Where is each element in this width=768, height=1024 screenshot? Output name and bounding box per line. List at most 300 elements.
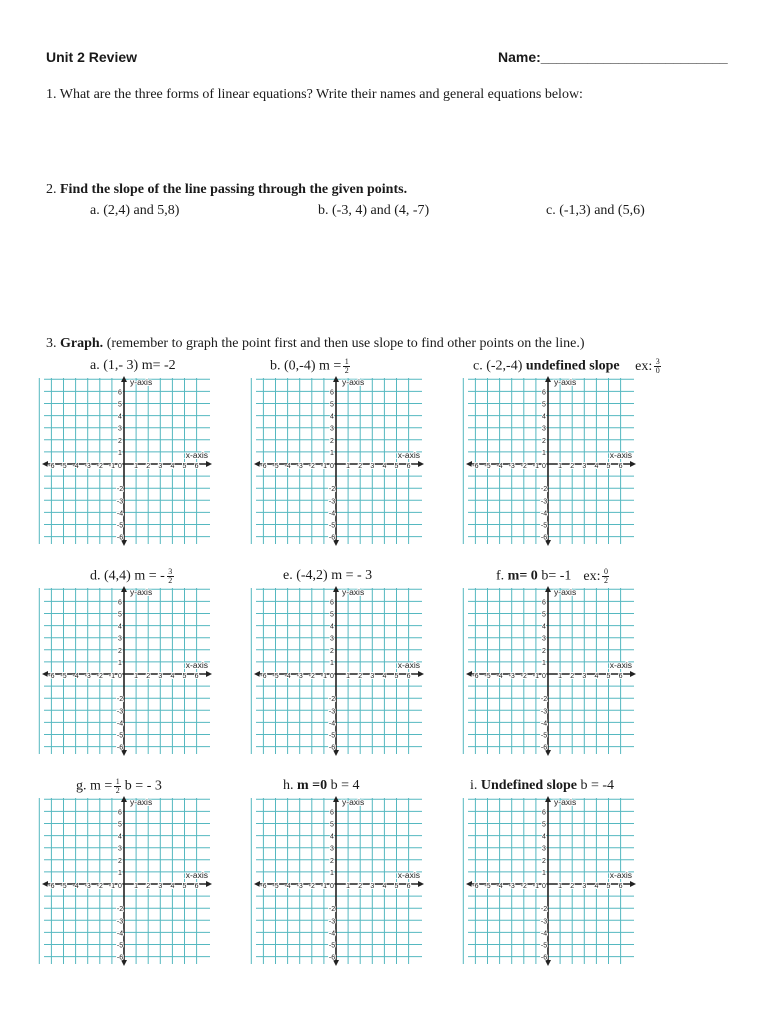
x-axis-arrow-right-icon [418, 461, 424, 467]
x-tick-label: 4 [594, 673, 599, 680]
x-axis-arrow-right-icon [206, 881, 212, 887]
y-axis-label: y-axis [130, 377, 153, 387]
q2-part-b [318, 203, 429, 219]
coordinate-grid[interactable] [466, 796, 636, 966]
x-axis-label: x-axis [185, 660, 208, 670]
item-text: b = -4 [580, 778, 615, 793]
q2-part-a [90, 203, 179, 219]
y-axis-label: y-axis [342, 377, 365, 387]
graph-item-label [270, 358, 350, 375]
x-tick-label: -2 [520, 463, 527, 470]
x-tick-label: -2 [308, 673, 315, 680]
x-axis-arrow-right-icon [418, 671, 424, 677]
y-tick-label: -3 [116, 498, 124, 506]
fraction-denominator: 2 [115, 786, 120, 795]
x-tick-label: -3 [296, 883, 303, 890]
x-tick-label: 6 [194, 883, 199, 890]
x-tick-label: 3 [370, 883, 375, 890]
y-tick-label: -3 [540, 498, 548, 506]
y-tick-label: -4 [116, 930, 124, 938]
y-tick-label: -5 [540, 732, 548, 740]
y-axis-label: y-axis [554, 587, 577, 597]
item-text: b= -1 [541, 568, 572, 584]
y-tick-label: 2 [118, 437, 122, 445]
part-label: b. [318, 203, 329, 218]
y-tick-label: 4 [330, 413, 334, 421]
x-tick-label: 2 [146, 463, 151, 470]
y-tick-label: -3 [540, 918, 548, 926]
y-tick-label: -4 [540, 930, 548, 938]
x-tick-label: -5 [272, 883, 279, 890]
y-tick-label: 5 [542, 821, 546, 829]
y-tick-label: 2 [118, 647, 122, 655]
x-axis-arrow-left-icon [42, 461, 48, 467]
x-tick-label: -6 [48, 883, 55, 890]
x-axis-arrow-left-icon [254, 671, 260, 677]
y-tick-label: 4 [118, 413, 122, 421]
y-tick-label: -5 [116, 522, 124, 530]
item-text: (1,- 3) m= -2 [103, 358, 176, 373]
x-tick-label: 1 [134, 673, 139, 680]
y-tick-label: 1 [330, 869, 334, 877]
fraction-numerator: 3 [168, 567, 173, 576]
question-number: 2. [46, 182, 57, 197]
graph-item-label [283, 568, 372, 584]
y-tick-label: 3 [542, 845, 546, 853]
y-tick-label: -5 [540, 522, 548, 530]
x-tick-label: 4 [170, 883, 175, 890]
y-tick-label: 6 [330, 809, 334, 817]
x-axis-arrow-right-icon [630, 461, 636, 467]
x-tick-label: 1 [346, 673, 351, 680]
x-tick-label: -1 [320, 883, 328, 890]
item-letter: b. [270, 358, 281, 374]
y-tick-label: -6 [328, 954, 336, 962]
x-tick-label: 1 [558, 883, 563, 890]
x-tick-label: -6 [260, 673, 267, 680]
y-tick-label: 1 [330, 659, 334, 667]
fraction-numerator: 0 [603, 567, 608, 576]
x-tick-label: -5 [272, 463, 279, 470]
y-axis-label: y-axis [342, 797, 365, 807]
y-tick-label: 1 [542, 869, 546, 877]
x-tick-label: -3 [84, 673, 91, 680]
example-note [635, 359, 661, 374]
item-text: (-2,-4) [486, 358, 523, 374]
y-tick-label: -6 [540, 954, 548, 962]
x-tick-label: 5 [606, 673, 611, 680]
y-tick-label: 1 [118, 659, 122, 667]
q2-part-c [546, 203, 645, 219]
y-tick-label: -6 [328, 744, 336, 752]
coordinate-grid[interactable] [254, 586, 424, 756]
origin-label: 0 [118, 463, 122, 470]
fraction-denominator: 0 [655, 366, 660, 375]
x-tick-label: 4 [382, 883, 387, 890]
y-tick-label: -6 [116, 954, 124, 962]
coordinate-grid[interactable] [466, 586, 636, 756]
y-tick-label: 5 [330, 401, 334, 409]
x-tick-label: -5 [484, 463, 491, 470]
item-letter: f. [496, 568, 505, 584]
item-emphasis: m= 0 [507, 568, 538, 584]
x-tick-label: -2 [96, 673, 103, 680]
x-tick-label: -3 [296, 673, 303, 680]
coordinate-plane-svg [42, 796, 212, 966]
item-letter: a. [90, 358, 100, 373]
x-tick-label: 6 [618, 673, 623, 680]
coordinate-grid[interactable] [466, 376, 636, 546]
origin-label: 0 [330, 673, 334, 680]
y-tick-label: -5 [328, 942, 336, 950]
x-tick-label: -3 [84, 883, 91, 890]
y-tick-label: 2 [542, 437, 546, 445]
x-tick-label: -1 [532, 673, 540, 680]
origin-label: 0 [330, 463, 334, 470]
coordinate-grid[interactable] [42, 376, 212, 546]
y-tick-label: 6 [542, 599, 546, 607]
y-tick-label: 1 [118, 869, 122, 877]
y-tick-label: -6 [540, 534, 548, 542]
y-tick-label: -5 [540, 942, 548, 950]
y-tick-label: 6 [118, 389, 122, 397]
x-tick-label: -2 [520, 883, 527, 890]
x-axis-arrow-left-icon [42, 881, 48, 887]
example-label: ex: [635, 358, 653, 374]
x-axis-arrow-right-icon [206, 461, 212, 467]
name-field-label: Name:________________________ [498, 49, 728, 65]
coordinate-plane-svg [466, 796, 636, 966]
y-tick-label: 5 [542, 611, 546, 619]
x-tick-label: 4 [594, 463, 599, 470]
x-tick-label: 4 [170, 463, 175, 470]
x-tick-label: -4 [72, 463, 79, 470]
x-tick-label: -1 [320, 463, 328, 470]
y-tick-label: -5 [116, 732, 124, 740]
example-note [583, 569, 609, 584]
item-letter: h. [283, 778, 294, 793]
x-tick-label: -3 [508, 673, 515, 680]
x-tick-label: 1 [558, 463, 563, 470]
part-label: a. [90, 203, 100, 218]
coordinate-grid[interactable] [254, 376, 424, 546]
x-tick-label: 3 [158, 673, 163, 680]
x-tick-label: 3 [582, 883, 587, 890]
item-letter: i. [470, 778, 478, 793]
item-text: m = [90, 778, 113, 794]
y-tick-label: -6 [116, 744, 124, 752]
fraction-denominator: 2 [344, 366, 349, 375]
slope-fraction [167, 568, 174, 585]
y-tick-label: 1 [542, 449, 546, 457]
y-tick-label: 2 [330, 437, 334, 445]
y-tick-label: 4 [330, 833, 334, 841]
x-tick-label: 5 [606, 463, 611, 470]
y-tick-label: 4 [542, 623, 546, 631]
y-tick-label: 2 [118, 857, 122, 865]
x-tick-label: 5 [182, 463, 187, 470]
question-text: What are the three forms of linear equations? Write their names and general equations below: [59, 87, 583, 102]
y-tick-label: 2 [330, 647, 334, 655]
x-tick-label: 1 [346, 463, 351, 470]
x-axis-arrow-right-icon [630, 671, 636, 677]
fraction-denominator: 2 [603, 576, 608, 585]
y-tick-label: -4 [328, 720, 336, 728]
x-tick-label: 3 [582, 463, 587, 470]
y-axis-label: y-axis [554, 377, 577, 387]
x-axis-label: x-axis [397, 660, 420, 670]
x-tick-label: -6 [260, 463, 267, 470]
y-tick-label: 5 [330, 611, 334, 619]
x-tick-label: 4 [382, 463, 387, 470]
slope-fraction [114, 778, 121, 795]
coordinate-grid[interactable] [42, 586, 212, 756]
x-tick-label: 1 [558, 673, 563, 680]
item-emphasis: undefined slope [525, 358, 620, 374]
part-label: c. [546, 203, 556, 218]
item-emphasis: Undefined slope [480, 778, 577, 793]
y-tick-label: -4 [116, 720, 124, 728]
x-tick-label: -1 [108, 463, 116, 470]
y-tick-label: -3 [116, 708, 124, 716]
x-tick-label: 2 [146, 883, 151, 890]
y-tick-label: -3 [540, 708, 548, 716]
y-tick-label: 6 [542, 389, 546, 397]
page-title: Unit 2 Review [46, 49, 138, 65]
graph-item-label [90, 568, 174, 585]
example-fraction [602, 568, 609, 585]
x-axis-label: x-axis [185, 450, 208, 460]
x-tick-label: 2 [570, 883, 575, 890]
y-tick-label: -6 [116, 534, 124, 542]
item-text: b = - 3 [124, 778, 162, 794]
origin-label: 0 [118, 673, 122, 680]
y-tick-label: 4 [330, 623, 334, 631]
graph-item-label [90, 358, 176, 374]
x-tick-label: -3 [84, 463, 91, 470]
x-axis-label: x-axis [185, 870, 208, 880]
fraction-numerator: 3 [655, 357, 660, 366]
y-tick-label: -3 [328, 708, 336, 716]
y-tick-label: -2 [328, 696, 336, 704]
x-tick-label: 6 [194, 673, 199, 680]
x-axis-arrow-right-icon [206, 671, 212, 677]
x-tick-label: 1 [134, 463, 139, 470]
y-tick-label: -2 [540, 906, 548, 914]
y-tick-label: 2 [542, 647, 546, 655]
x-tick-label: 3 [370, 673, 375, 680]
x-tick-label: 1 [346, 883, 351, 890]
y-tick-label: -2 [540, 486, 548, 494]
x-tick-label: -6 [260, 883, 267, 890]
y-tick-label: 3 [330, 635, 334, 643]
question-text: Find the slope of the line passing through the given points. [60, 182, 408, 197]
item-letter: g. [76, 778, 87, 794]
y-tick-label: -2 [116, 906, 124, 914]
origin-label: 0 [542, 463, 546, 470]
x-tick-label: -6 [48, 673, 55, 680]
x-axis-label: x-axis [609, 450, 632, 460]
graph-item-label [283, 778, 360, 794]
x-tick-label: -3 [508, 883, 515, 890]
y-tick-label: 3 [118, 635, 122, 643]
x-tick-label: -5 [484, 883, 491, 890]
x-axis-label: x-axis [609, 870, 632, 880]
y-tick-label: -2 [328, 906, 336, 914]
x-axis-label: x-axis [609, 660, 632, 670]
item-text: (0,-4) m = [284, 358, 342, 374]
x-axis-label: x-axis [397, 450, 420, 460]
x-tick-label: -6 [472, 463, 479, 470]
x-axis-arrow-right-icon [418, 881, 424, 887]
y-tick-label: 1 [330, 449, 334, 457]
coordinate-plane-svg [466, 376, 636, 546]
question-instruction: (remember to graph the point first and then use slope to find other points on the line.) [106, 336, 585, 351]
y-axis-label: y-axis [554, 797, 577, 807]
x-tick-label: -1 [320, 673, 328, 680]
y-tick-label: 5 [542, 401, 546, 409]
y-tick-label: 3 [330, 425, 334, 433]
x-tick-label: -5 [60, 673, 67, 680]
x-tick-label: 3 [370, 463, 375, 470]
x-tick-label: -1 [108, 883, 116, 890]
y-tick-label: -6 [540, 744, 548, 752]
y-tick-label: 4 [118, 623, 122, 631]
coordinate-plane-svg [42, 376, 212, 546]
x-tick-label: 6 [406, 883, 411, 890]
x-axis-label: x-axis [397, 870, 420, 880]
part-text: (-3, 4) and (4, -7) [332, 203, 430, 218]
x-tick-label: 3 [582, 673, 587, 680]
y-tick-label: -2 [328, 486, 336, 494]
y-tick-label: 6 [542, 809, 546, 817]
x-tick-label: 2 [570, 673, 575, 680]
y-tick-label: 4 [542, 413, 546, 421]
item-letter: d. [90, 568, 101, 584]
graph-item-label [76, 778, 162, 795]
item-text: (-4,2) m = - 3 [296, 568, 373, 583]
x-tick-label: 5 [394, 463, 399, 470]
coordinate-plane-svg [466, 586, 636, 756]
y-tick-label: -4 [116, 510, 124, 518]
x-tick-label: -4 [284, 673, 291, 680]
x-tick-label: -6 [472, 673, 479, 680]
x-tick-label: 2 [358, 883, 363, 890]
y-tick-label: 3 [118, 425, 122, 433]
x-tick-label: 3 [158, 883, 163, 890]
fraction-denominator: 2 [168, 576, 173, 585]
x-axis-arrow-left-icon [254, 881, 260, 887]
x-tick-label: 2 [358, 463, 363, 470]
question-number: 3. [46, 336, 57, 351]
x-tick-label: 3 [158, 463, 163, 470]
y-tick-label: 6 [118, 599, 122, 607]
y-tick-label: -3 [328, 918, 336, 926]
coordinate-plane-svg [42, 586, 212, 756]
y-tick-label: -5 [116, 942, 124, 950]
x-tick-label: -4 [72, 883, 79, 890]
example-label: ex: [583, 568, 601, 584]
x-tick-label: -5 [272, 673, 279, 680]
y-tick-label: 4 [542, 833, 546, 841]
y-tick-label: 2 [542, 857, 546, 865]
x-tick-label: -5 [484, 673, 491, 680]
x-tick-label: -5 [60, 463, 67, 470]
x-tick-label: -3 [508, 463, 515, 470]
y-tick-label: 2 [330, 857, 334, 865]
coordinate-grid[interactable] [254, 796, 424, 966]
x-tick-label: -2 [96, 883, 103, 890]
origin-label: 0 [330, 883, 334, 890]
y-axis-label: y-axis [130, 587, 153, 597]
x-tick-label: -1 [108, 673, 116, 680]
question-2 [46, 182, 407, 198]
y-tick-label: 5 [118, 401, 122, 409]
y-tick-label: -5 [328, 522, 336, 530]
fraction-numerator: 1 [115, 777, 120, 786]
y-tick-label: -4 [540, 510, 548, 518]
x-tick-label: -1 [532, 463, 540, 470]
y-tick-label: 5 [118, 821, 122, 829]
y-tick-label: 5 [118, 611, 122, 619]
y-tick-label: -5 [328, 732, 336, 740]
coordinate-plane-svg [254, 586, 424, 756]
x-tick-label: 5 [394, 673, 399, 680]
origin-label: 0 [542, 883, 546, 890]
item-letter: e. [283, 568, 293, 583]
y-tick-label: 1 [118, 449, 122, 457]
x-tick-label: 5 [394, 883, 399, 890]
x-tick-label: 2 [146, 673, 151, 680]
question-1 [46, 87, 583, 103]
item-text: b = 4 [330, 778, 360, 793]
y-tick-label: -4 [328, 510, 336, 518]
y-tick-label: -2 [116, 486, 124, 494]
y-tick-label: 4 [118, 833, 122, 841]
y-tick-label: -2 [116, 696, 124, 704]
x-tick-label: -4 [284, 463, 291, 470]
y-tick-label: 3 [118, 845, 122, 853]
y-tick-label: -3 [116, 918, 124, 926]
x-tick-label: 2 [358, 673, 363, 680]
y-tick-label: -6 [328, 534, 336, 542]
x-tick-label: 6 [618, 463, 623, 470]
x-tick-label: -4 [496, 463, 503, 470]
coordinate-grid[interactable] [42, 796, 212, 966]
x-tick-label: -1 [532, 883, 540, 890]
y-tick-label: 6 [330, 389, 334, 397]
x-axis-arrow-right-icon [630, 881, 636, 887]
x-axis-arrow-left-icon [466, 671, 472, 677]
y-tick-label: 6 [118, 809, 122, 817]
x-tick-label: -5 [60, 883, 67, 890]
x-tick-label: 5 [182, 673, 187, 680]
question-heading: Graph. [60, 336, 104, 351]
origin-label: 0 [542, 673, 546, 680]
x-tick-label: -2 [520, 673, 527, 680]
y-tick-label: 3 [542, 635, 546, 643]
x-tick-label: 5 [606, 883, 611, 890]
graph-item-label [473, 358, 661, 375]
x-tick-label: 5 [182, 883, 187, 890]
x-tick-label: 2 [570, 463, 575, 470]
x-tick-label: 6 [406, 463, 411, 470]
part-text: (-1,3) and (5,6) [559, 203, 645, 218]
question-3 [46, 336, 585, 352]
y-axis-label: y-axis [130, 797, 153, 807]
x-tick-label: -4 [496, 883, 503, 890]
y-tick-label: 1 [542, 659, 546, 667]
